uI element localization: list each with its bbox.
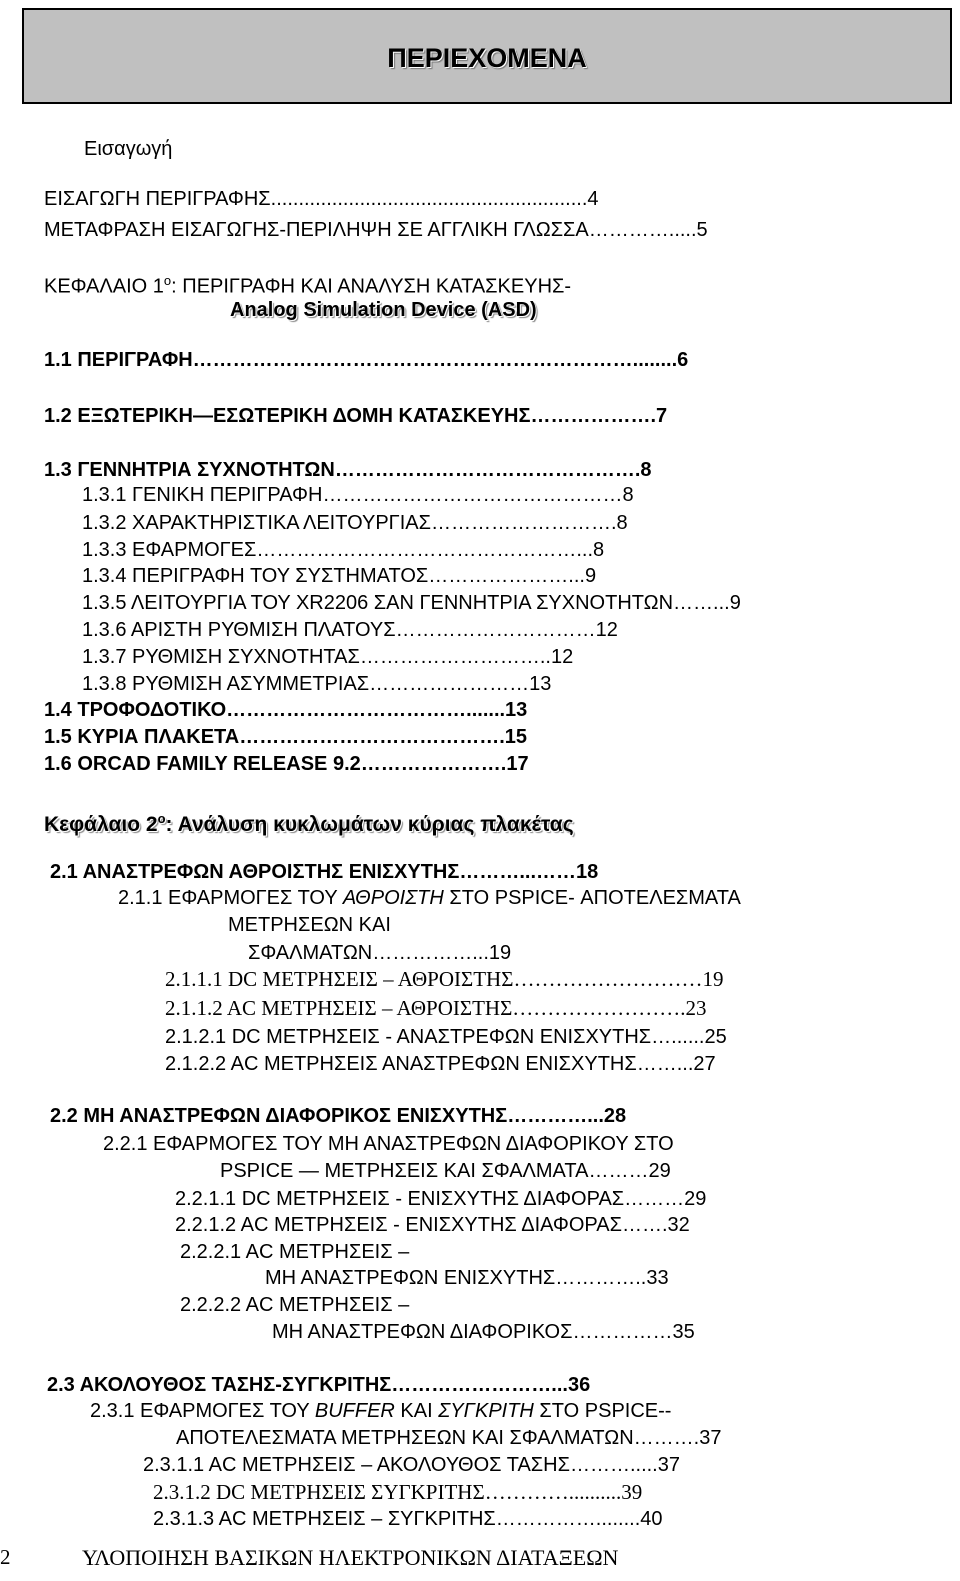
header-box <box>22 8 952 104</box>
toc-entry-2-1-2-2: 2.1.2.2 AC ΜΕΤΡΗΣΕΙΣ ΑΝΑΣΤΡΕΦΩΝ ΕΝΙΣΧΥΤΗΣ……...27 <box>165 1053 716 1075</box>
toc-entry-2-2-1-2: 2.2.1.2 AC ΜΕΤΡΗΣΕΙΣ - ΕΝΙΣΧΥΤΗΣ ΔΙΑΦΟΡΑΣ…….32 <box>175 1214 690 1236</box>
toc-entry-2-3-1-3: 2.3.1.3 AC ΜΕΤΡΗΣΕΙΣ – ΣΥΓΚΡΙΤΗΣ……………........40 <box>153 1508 663 1530</box>
chapter-1-subtitle: Analog Simulation Device (ASD) <box>230 299 537 321</box>
chapter-1-label: ΚΕΦΑΛΑΙΟ 1 <box>44 275 164 298</box>
toc-entry-2-1-1-italic: ΑΘΡΟΙΣΤΗ <box>342 887 444 909</box>
intro-label: Εισαγωγή <box>84 138 173 160</box>
toc-entry-1-3-4: 1.3.4 ΠΕΡΙΓΡΑΦΗ ΤΟΥ ΣΥΣΤΗΜΑΤΟΣ…………………...9 <box>82 565 597 587</box>
toc-entry-2-1-1-1: 2.1.1.1 DC ΜΕΤΡΗΣΕΙΣ – ΑΘΡΟΙΣΤΗΣ………………………19 <box>165 967 724 991</box>
toc-entry-1-3-1: 1.3.1 ΓΕΝΙΚΗ ΠΕΡΙΓΡΑΦΗ………………………………………8 <box>82 484 634 506</box>
toc-entry-2-1-1 <box>118 885 741 911</box>
footer-title: ΥΛΟΠΟΙΗΣΗ ΒΑΣΙΚΩΝ ΗΛΕΚΤΡΟΝΙΚΩΝ ΔΙΑΤΑΞΕΩΝ <box>82 1545 619 1570</box>
toc-entry-1-3-7: 1.3.7 ΡΥΘΜΙΣΗ ΣΥΧΝΟΤΗΤΑΣ………………………..12 <box>82 646 574 668</box>
toc-entry-1-6: 1.6 ORCAD FAMILY RELEASE 9.2………………….17 <box>44 753 529 775</box>
toc-entry-2-2-2-2-line2: ΜΗ ΑΝΑΣΤΡΕΦΩΝ ΔΙΑΦΟΡΙΚΟΣ……………35 <box>272 1321 695 1343</box>
toc-entry-2-3-1-and: ΚΑΙ <box>394 1400 439 1422</box>
toc-entry-intro-description: ΕΙΣΑΓΩΓΗ ΠΕΡΙΓΡΑΦΗΣ.........................................................4 <box>44 188 599 210</box>
toc-entry-2-3-1-line2: ΑΠΟΤΕΛΕΣΜΑΤΑ ΜΕΤΡΗΣΕΩΝ ΚΑΙ ΣΦΑΛΜΑΤΩΝ……….37 <box>176 1427 722 1449</box>
toc-entry-2-1-1-prefix: 2.1.1 ΕΦΑΡΜΟΓΕΣ ΤΟΥ <box>118 887 343 909</box>
toc-entry-1-3-3: 1.3.3 ΕΦΑΡΜΟΓΕΣ…………………………………………...8 <box>82 539 605 561</box>
toc-entry-2-3-1-buffer: BUFFER <box>314 1400 395 1422</box>
chapter-1-sup: ο <box>163 273 172 288</box>
toc-entry-2-3-1-comparator: ΣΥΓΚΡΙΤΗ <box>438 1400 534 1422</box>
toc-entry-2-1-1-suffix: ΣΤΟ PSPICE- ΑΠΟΤΕΛΕΣΜΑΤΑ <box>443 887 741 909</box>
toc-entry-2-2-1-line2: PSPICE — ΜΕΤΡΗΣΕΙΣ ΚΑΙ ΣΦΑΛΜΑΤΑ………29 <box>220 1160 671 1182</box>
toc-entry-2-3: 2.3 ΑΚΟΛΟΥΘΟΣ ΤΑΣΗΣ-ΣΥΓΚΡΙΤΗΣ……………………...36 <box>47 1374 591 1396</box>
toc-entry-2-1-2-1: 2.1.2.1 DC ΜΕΤΡΗΣΕΙΣ - ΑΝΑΣΤΡΕΦΩΝ ΕΝΙΣΧΥΤΗΣ…......25 <box>165 1026 727 1048</box>
toc-entry-1-1: 1.1 ΠΕΡΙΓΡΑΦΗ…………………………………………………………........6 <box>44 349 689 371</box>
toc-entry-1-3: 1.3 ΓΕΝΝΗΤΡΙΑ ΣΥΧΝΟΤΗΤΩΝ……………………………………….8 <box>44 459 652 481</box>
chapter-2-label: Κεφάλαιο 2 <box>44 813 158 836</box>
toc-entry-2-3-1-prefix: 2.3.1 ΕΦΑΡΜΟΓΕΣ ΤΟΥ <box>90 1400 315 1422</box>
toc-entry-2-2-2-1-line2: ΜΗ ΑΝΑΣΤΡΕΦΩΝ ΕΝΙΣΧΥΤΗΣ…………..33 <box>265 1267 669 1289</box>
toc-entry-1-4: 1.4 ΤΡΟΦΟΔΟΤΙΚΟ……………………………….......13 <box>44 699 528 721</box>
chapter-2-title: : Ανάλυση κυκλωμάτων κύριας πλακέτας <box>165 813 574 836</box>
toc-entry-2-3-1-2: 2.3.1.2 DC ΜΕΤΡΗΣΕΙΣ ΣΥΓΚΡΙΤΗΣ…………..........39 <box>153 1480 643 1504</box>
toc-entry-2-3-1 <box>90 1398 671 1424</box>
toc-entry-1-3-5: 1.3.5 ΛΕΙΤΟΥΡΓΙΑ ΤΟΥ XR2206 ΣΑΝ ΓΕΝΝΗΤΡΙΑ ΣΥΧΝΟΤΗΤΩΝ……...9 <box>82 592 741 614</box>
toc-entry-2-1-1-line2: ΜΕΤΡΗΣΕΩΝ ΚΑΙ <box>228 914 391 936</box>
toc-chapter-1-title <box>44 268 571 300</box>
toc-entry-intro-translation: ΜΕΤΑΦΡΑΣΗ ΕΙΣΑΓΩΓΗΣ-ΠΕΡΙΛΗΨΗ ΣΕ ΑΓΓΛΙΚΗ ΓΛΩΣΣΑ………….....5 <box>44 219 708 241</box>
toc-entry-1-3-6: 1.3.6 ΑΡΙΣΤΗ ΡΥΘΜΙΣΗ ΠΛΑΤΟΥΣ…………………………12 <box>82 619 618 641</box>
toc-entry-2-2-1: 2.2.1 ΕΦΑΡΜΟΓΕΣ ΤΟΥ ΜΗ ΑΝΑΣΤΡΕΦΩΝ ΔΙΑΦΟΡΙΚΟΥ ΣΤΟ <box>103 1133 674 1155</box>
toc-entry-1-2: 1.2 ΕΞΩΤΕΡΙΚΗ—ΕΣΩΤΕΡΙΚΗ ΔΟΜΗ ΚΑΤΑΣΚΕΥΗΣ……………….7 <box>44 405 668 427</box>
toc-entry-2-2-2-1: 2.2.2.1 AC ΜΕΤΡΗΣΕΙΣ – <box>180 1241 410 1263</box>
toc-entry-2-2-1-1: 2.2.1.1 DC ΜΕΤΡΗΣΕΙΣ - ΕΝΙΣΧΥΤΗΣ ΔΙΑΦΟΡΑΣ………29 <box>175 1188 707 1210</box>
chapter-1-title: : ΠΕΡΙΓΡΑΦΗ ΚΑΙ ΑΝΑΛΥΣΗ ΚΑΤΑΣΚΕΥΗΣ- <box>171 275 572 298</box>
toc-entry-1-5: 1.5 ΚΥΡΙΑ ΠΛΑΚΕΤΑ………………………………….15 <box>44 726 528 748</box>
toc-entry-2-2-2-2: 2.2.2.2 AC ΜΕΤΡΗΣΕΙΣ – <box>180 1294 410 1316</box>
toc-entry-2-3-1-1: 2.3.1.1 AC ΜΕΤΡΗΣΕΙΣ – ΑΚΟΛΟΥΘΟΣ ΤΑΣΗΣ……….....37 <box>143 1454 680 1476</box>
toc-chapter-2-title <box>44 806 574 838</box>
toc-entry-2-1: 2.1 ΑΝΑΣΤΡΕΦΩΝ ΑΘΡΟΙΣΤΗΣ ΕΝΙΣΧΥΤΗΣ………...……18 <box>50 861 599 883</box>
toc-entry-1-3-2: 1.3.2 ΧΑΡΑΚΤΗΡΙΣΤΙΚΑ ΛΕΙΤΟΥΡΓΙΑΣ……………………….8 <box>82 512 628 534</box>
page-number: 2 <box>0 1545 11 1569</box>
chapter-2-sup: ο <box>157 811 166 826</box>
toc-entry-2-2: 2.2 ΜΗ ΑΝΑΣΤΡΕΦΩΝ ΔΙΑΦΟΡΙΚΟΣ ΕΝΙΣΧΥΤΗΣ…………...28 <box>50 1105 627 1127</box>
toc-entry-2-1-1-2: 2.1.1.2 AC ΜΕΤΡΗΣΕΙΣ – ΑΘΡΟΙΣΤΗΣ…………………….23 <box>165 996 707 1020</box>
toc-entry-2-3-1-suffix: ΣΤΟ PSPICE-- <box>533 1400 672 1422</box>
toc-entry-2-1-1-line3: ΣΦΑΛΜΑΤΩΝ……………...19 <box>248 942 512 964</box>
toc-entry-1-3-8: 1.3.8 ΡΥΘΜΙΣΗ ΑΣΥΜΜΕΤΡΙΑΣ……………………13 <box>82 673 552 695</box>
page-title: ΠΕΡΙΕΧΟΜΕΝΑ <box>387 43 587 73</box>
